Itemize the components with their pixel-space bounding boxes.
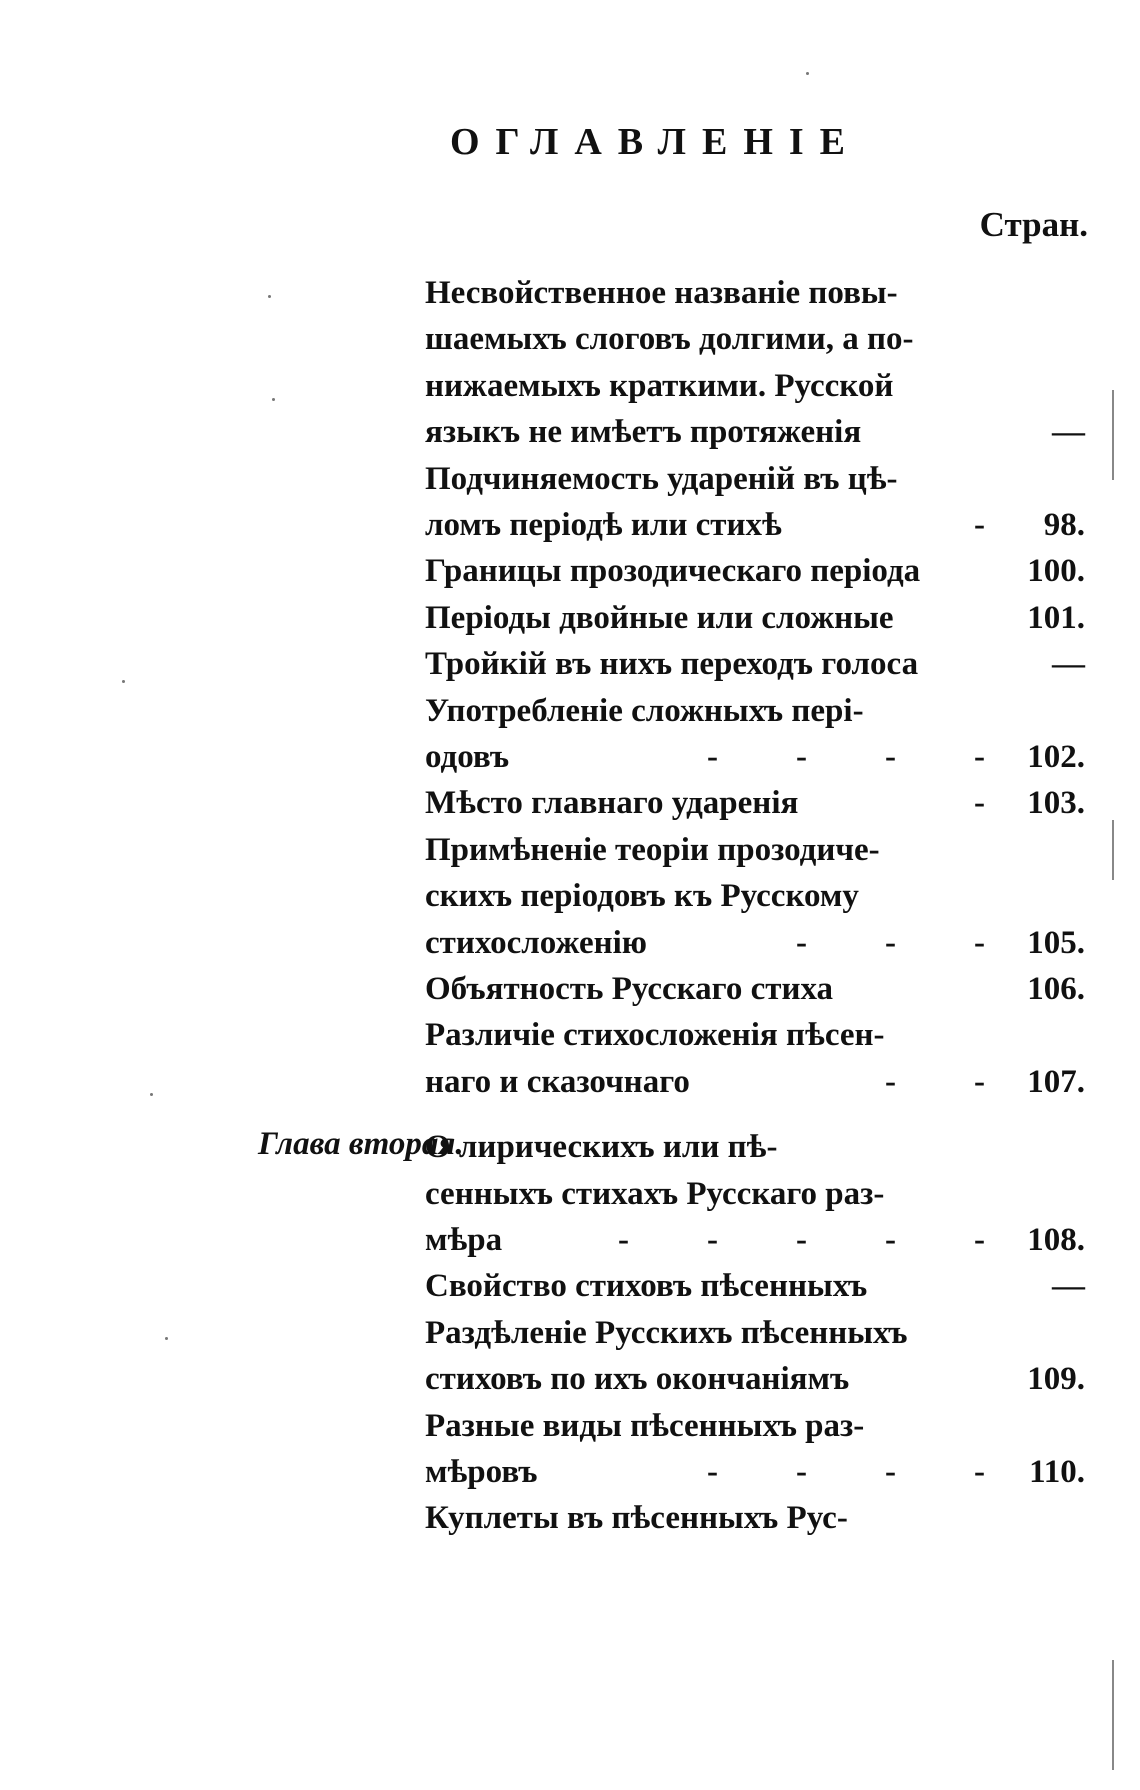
toc-line-text: стиховъ по ихъ окончаніямъ: [425, 1361, 850, 1398]
toc-line-text: Несвойственное названіе повы-: [425, 275, 898, 311]
toc-line: [425, 1495, 1085, 1541]
leader-dash: -: [885, 1454, 896, 1490]
leader-dash: -: [885, 1063, 896, 1100]
toc-line: [425, 873, 1085, 919]
toc-line: [425, 1403, 1085, 1449]
toc-line-text: Раздѣленіе Русскихъ пѣсенныхъ: [425, 1314, 908, 1351]
toc-line: [425, 1310, 1085, 1356]
page-number: 105.: [1027, 924, 1085, 961]
scan-edge-line: [1112, 390, 1114, 480]
toc-line: [425, 1356, 1085, 1402]
toc-line: [425, 548, 1085, 594]
toc-line-text: скихъ періодовъ къ Русскому: [425, 878, 859, 915]
leader-dash: -: [974, 785, 985, 822]
toc-line: [425, 316, 1085, 362]
toc-line: [425, 966, 1085, 1012]
page-title: ОГЛАВЛЕНІЕ: [450, 121, 862, 163]
toc-line: [425, 1171, 1085, 1217]
page-number: 110.: [1029, 1454, 1085, 1490]
leader-dash: -: [974, 739, 985, 775]
leader-dash: -: [974, 1222, 985, 1258]
leader-dash: -: [796, 924, 807, 961]
toc-line-text: Употребленіе сложныхъ пері-: [425, 692, 864, 729]
toc-line: [425, 1012, 1085, 1058]
page-number: —: [1052, 414, 1085, 451]
toc-line: [425, 734, 1085, 780]
toc-line: [425, 456, 1085, 502]
leader-dash: -: [974, 507, 985, 543]
page-number: —: [1052, 646, 1085, 683]
page-number: 98.: [1043, 507, 1085, 543]
page-number: 101.: [1027, 599, 1085, 636]
leader-dash: -: [796, 739, 807, 775]
toc-line: [425, 363, 1085, 409]
page-number: 103.: [1027, 785, 1085, 822]
leader-dash: -: [885, 739, 896, 775]
page-column-header: Стран.: [979, 205, 1088, 244]
toc-line-text: О лирическихъ или пѣ-: [425, 1129, 778, 1166]
toc-line-text: Границы прозодическаго періода: [425, 553, 921, 590]
leader-dashes: [655, 1059, 985, 1105]
leader-dashes: [655, 920, 985, 966]
toc-line: [425, 1263, 1085, 1309]
toc-line: [425, 409, 1085, 455]
page-number: 107.: [1027, 1063, 1085, 1100]
toc-line: [425, 1217, 1085, 1263]
leader-dash: -: [707, 739, 718, 775]
toc-line: [425, 688, 1085, 734]
page-number: 109.: [1027, 1361, 1085, 1398]
toc-line: [425, 1124, 1085, 1170]
leader-dashes: [655, 502, 985, 548]
leader-dash: -: [885, 1222, 896, 1258]
leader-dash: -: [618, 1222, 629, 1258]
leader-dashes: [618, 1217, 985, 1263]
scan-speck: [165, 1337, 168, 1340]
scan-edge-line: [1112, 820, 1114, 880]
leader-dash: -: [707, 1454, 718, 1490]
scan-edge-line: [1112, 1660, 1114, 1770]
toc-line-text: Куплеты въ пѣсенныхъ Рус-: [425, 1500, 848, 1537]
toc-line-text: Свойство стиховъ пѣсенныхъ: [425, 1268, 868, 1305]
toc-line-text: Подчиняемость удареній въ цѣ-: [425, 460, 898, 497]
toc-line: [425, 1449, 1085, 1495]
scan-speck: [272, 398, 275, 401]
page-number: 100.: [1027, 553, 1085, 590]
page-number: 108.: [1027, 1222, 1085, 1258]
toc-line: [425, 270, 1085, 316]
toc-line-text: стихосложенію: [425, 924, 647, 961]
page-number: 106.: [1027, 971, 1085, 1007]
leader-dash: -: [974, 1454, 985, 1490]
toc-line-text: одовъ: [425, 739, 510, 775]
leader-dash: -: [974, 1063, 985, 1100]
chapter-label: Глава вторая.: [258, 1126, 464, 1162]
toc-line-text: Періоды двойные или сложные: [425, 599, 894, 636]
leader-dash: -: [707, 1222, 718, 1258]
toc-line: [425, 1059, 1085, 1105]
leader-dash: -: [885, 924, 896, 961]
leader-dash: -: [796, 1222, 807, 1258]
toc-line-text: Мѣсто главнаго ударенія: [425, 785, 799, 822]
toc-line: [425, 502, 1085, 548]
toc-line-text: Примѣненіе теоріи прозодиче-: [425, 831, 880, 868]
toc-line-text: Тройкій въ нихъ переходъ голоса: [425, 646, 919, 683]
page-number: 102.: [1027, 739, 1085, 775]
toc-line-text: Различіе стихосложенія пѣсен-: [425, 1017, 885, 1054]
toc-line-text: сенныхъ стихахъ Русскаго раз-: [425, 1175, 885, 1212]
leader-dash: -: [796, 1454, 807, 1490]
toc-line: [425, 595, 1085, 641]
scan-speck: [150, 1093, 153, 1096]
toc-line: [425, 827, 1085, 873]
toc-line-text: мѣровъ: [425, 1454, 538, 1490]
scan-speck: [122, 680, 125, 683]
toc-line: [425, 780, 1085, 826]
toc-line-text: языкъ не имѣетъ протяженія: [425, 414, 862, 451]
toc-line-text: наго и сказочнаго: [425, 1063, 690, 1100]
toc-line-text: мѣра: [425, 1222, 503, 1258]
leader-dash: -: [974, 924, 985, 961]
leader-dashes: [655, 1449, 985, 1495]
toc-line-text: Объятность Русскаго стиха: [425, 971, 834, 1007]
toc-line: [425, 920, 1085, 966]
scan-speck: [806, 72, 809, 75]
toc-line-text: нижаемыхъ краткими. Русской: [425, 367, 894, 404]
leader-dashes: [655, 780, 985, 826]
page-number: —: [1052, 1268, 1085, 1305]
toc-line: [425, 641, 1085, 687]
scan-speck: [268, 295, 271, 298]
toc-line-text: шаемыхъ слоговъ долгими, а по-: [425, 321, 914, 358]
toc-line-text: Разные виды пѣсенныхъ раз-: [425, 1407, 865, 1444]
leader-dashes: [655, 734, 985, 780]
toc-line-text: ломъ періодѣ или стихѣ: [425, 507, 782, 543]
